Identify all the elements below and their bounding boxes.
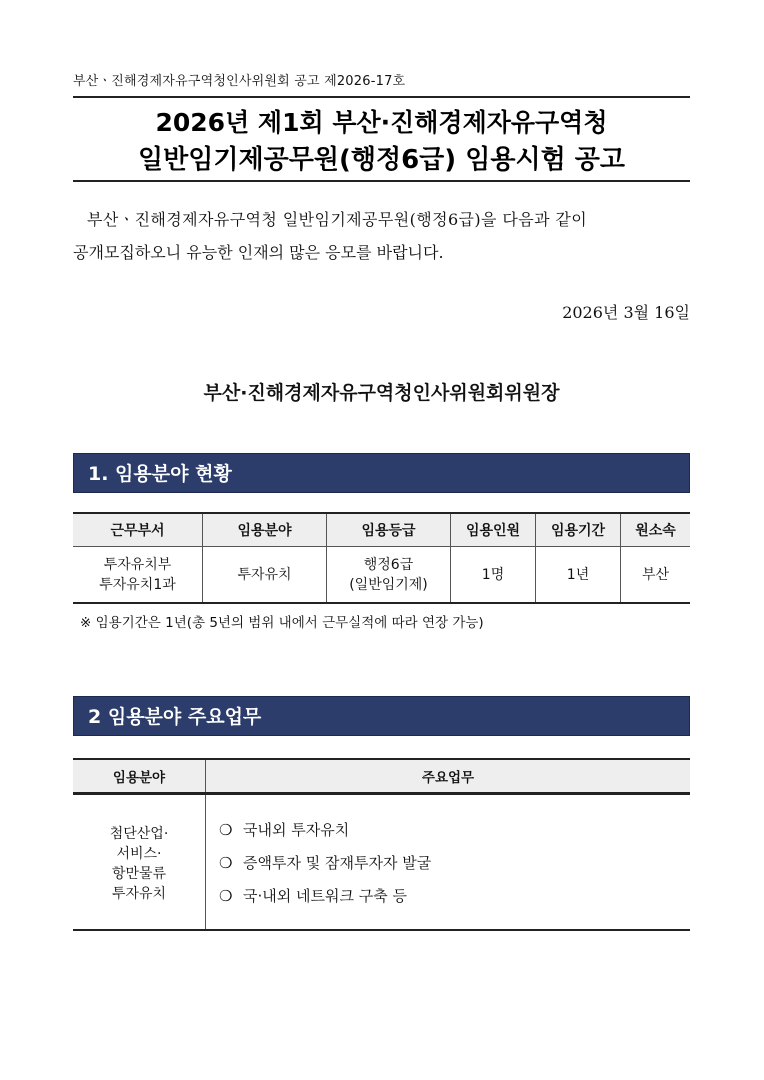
dept-line-1: 투자유치부 bbox=[103, 556, 172, 573]
title-line-1: 2026년 제1회 부산·진해경제자유구역청 bbox=[155, 108, 608, 137]
intro-line-1: 부산ㆍ진해경제자유구역청 일반임기제공무원(행정6급)을 다음과 같이 bbox=[87, 210, 588, 229]
cell-grade bbox=[327, 547, 451, 604]
notice-number: 부산ㆍ진해경제자유구역청인사위원회 공고 제2026-17호 bbox=[73, 74, 406, 89]
section-1-header: 1. 임용분야 현황 bbox=[73, 453, 690, 493]
col-header-count: 임용인원 bbox=[451, 513, 536, 547]
intro-paragraph bbox=[73, 203, 690, 269]
col-header-field: 임용분야 bbox=[203, 513, 327, 547]
col-header-period: 임용기간 bbox=[536, 513, 621, 547]
announcement-date: 2026년 3월 16일 bbox=[562, 303, 690, 322]
cell-count: 1명 bbox=[451, 547, 536, 604]
title-bottom-rule bbox=[73, 180, 690, 182]
table-header-row bbox=[73, 759, 690, 794]
grade-line-1: 행정6급 bbox=[363, 556, 414, 573]
circle-bullet-icon: ❍ bbox=[219, 854, 233, 872]
table-row bbox=[73, 547, 690, 604]
appointment-table bbox=[73, 512, 690, 604]
grade-line-2: (일반임기제) bbox=[349, 576, 428, 593]
circle-bullet-icon: ❍ bbox=[219, 821, 233, 839]
col-header-grade: 임용등급 bbox=[327, 513, 451, 547]
cell-field bbox=[73, 794, 206, 931]
field-line: 서비스· bbox=[116, 846, 162, 862]
intro-line-2: 공개모집하오니 유능한 인재의 많은 응모를 바랍니다. bbox=[73, 243, 444, 262]
col-header-origin: 원소속 bbox=[621, 513, 691, 547]
cell-period: 1년 bbox=[536, 547, 621, 604]
duties-table bbox=[73, 758, 690, 931]
cell-origin: 부산 bbox=[621, 547, 691, 604]
duty-text: 국·내외 네트워크 구축 등 bbox=[243, 887, 407, 905]
col-header-duties: 주요업무 bbox=[206, 759, 691, 794]
signer: 부산·진해경제자유구역청인사위원회위원장 bbox=[203, 382, 560, 404]
cell-field: 투자유치 bbox=[203, 547, 327, 604]
duty-item bbox=[219, 885, 689, 918]
col-header-field: 임용분야 bbox=[73, 759, 206, 794]
duty-text: 국내외 투자유치 bbox=[243, 821, 350, 839]
field-line: 항만물류 bbox=[111, 866, 167, 882]
field-line: 투자유치 bbox=[111, 886, 167, 902]
col-header-dept: 근무부서 bbox=[73, 513, 203, 547]
section-2-header: 2 임용분야 주요업무 bbox=[73, 696, 690, 736]
field-line: 첨단산업· bbox=[109, 826, 169, 842]
table-row bbox=[73, 794, 690, 931]
period-note: ※ 임용기간은 1년(총 5년의 범위 내에서 근무실적에 따라 연장 가능) bbox=[80, 615, 484, 631]
duty-item bbox=[219, 819, 689, 852]
cell-duties bbox=[206, 794, 691, 931]
duty-item bbox=[219, 852, 689, 885]
dept-line-2: 투자유치1과 bbox=[99, 576, 176, 593]
cell-dept bbox=[73, 547, 203, 604]
circle-bullet-icon: ❍ bbox=[219, 887, 233, 905]
title-top-rule bbox=[73, 96, 690, 98]
table-header-row bbox=[73, 513, 690, 547]
title-line-2: 일반임기제공무원(행정6급) 임용시험 공고 bbox=[138, 145, 625, 175]
duty-text: 증액투자 및 잠재투자자 발굴 bbox=[243, 854, 432, 872]
